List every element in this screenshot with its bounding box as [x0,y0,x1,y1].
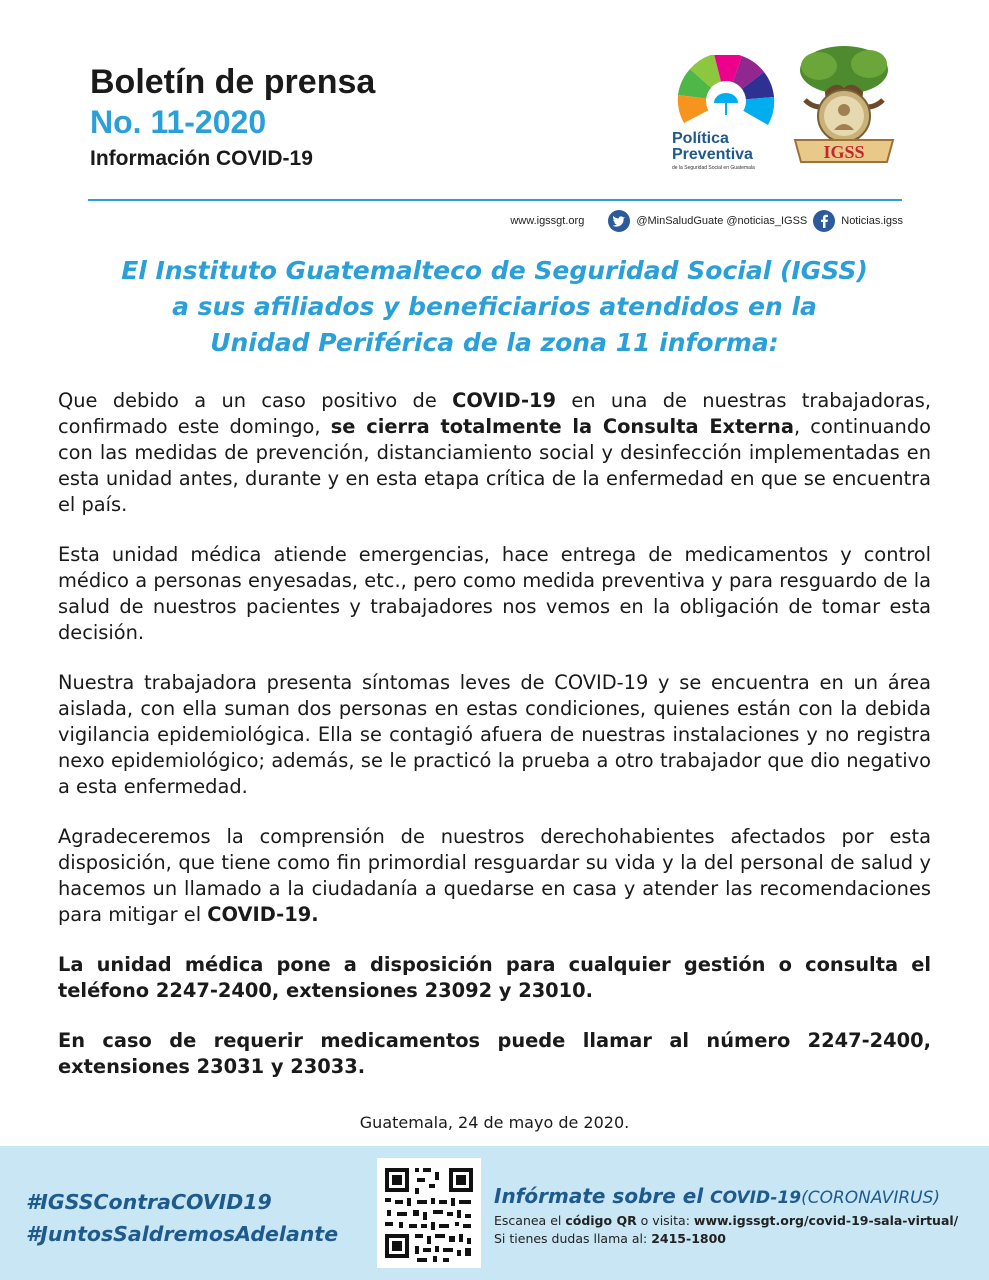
hashtags [26,1186,338,1250]
hashtag-igss: #IGSSContraCOVID19 [26,1190,272,1214]
scan-instructions: Escanea el código QR o visita: www.igssgt.org/covid-19-sala-virtual/ [494,1213,959,1228]
paragraph-6: En caso de requerir medicamentos puede llamar al número 2247-2400, extensiones 23031 y 23033. [58,1029,931,1078]
preventiva-text: Preventiva [672,146,753,163]
press-body [58,388,931,1104]
paragraph-3: Nuestra trabajadora presenta síntomas leves de COVID-19 y se encuentra en un área aislada, con ella suman dos personas en estas condiciones, quienes están con la debida vigilancia epidemiológica. Ella se contagió afuera de nuestras instalaciones y no registra nexo epidemiológico; además, se le practicó la prueba a otro trabajador que dio negativo a esta enfermedad. [58,671,931,798]
bulletin-header [90,62,375,176]
igss-logo-text: IGSS [823,142,865,162]
bulletin-date: Guatemala, 24 de mayo de 2020. [359,1113,630,1132]
covid-url-link[interactable]: www.igssgt.org/covid-19-sala-virtual/ [693,1213,959,1228]
headline-line-3: Unidad Periférica de la zona 11 informa: [210,328,779,357]
paragraph-2: Esta unidad médica atiende emergencias, hace entrega de medicamentos y control médico a personas enyesadas, etc., pero como medida preventiva y para resguardo de la salud de nuestros pacientes y trabajadores nos vemos en la obligación de tomar esta decisión. [58,543,931,644]
help-phone[interactable]: 2415-1800 [651,1231,726,1246]
qr-code-icon[interactable] [377,1158,481,1268]
facebook-icon [813,210,835,232]
social-links [510,208,903,234]
covid-info [494,1182,974,1248]
hashtag-juntos: #JuntosSaldremosAdelante [26,1222,339,1246]
paragraph-1: Que debido a un caso positivo de COVID-19 en una de nuestras trabajadoras, confirmado este domingo, se cierra totalmente la Consulta Externa, continuando con las medidas de prevención, distanciamiento social y desinfección implementadas en esta unidad antes, durante y en esta etapa crítica de la enfermedad en que se encuentra el país. [58,389,932,516]
politica-preventiva-logo [668,55,780,173]
facebook-handle[interactable]: Noticias.igss [841,215,903,227]
website-link[interactable]: www.igssgt.org [510,215,585,227]
header-divider [88,199,902,201]
bulletin-subtitle: Información COVID-19 [90,147,313,170]
press-headline [50,253,939,361]
igss-logo [785,40,903,172]
twitter-icon [608,210,630,232]
politica-text: Política [672,130,729,147]
help-line: Si tienes dudas llama al: 2415-1800 [494,1231,726,1246]
paragraph-5: La unidad médica pone a disposición para cualquier gestión o consulta el teléfono 2247-2400, extensiones 23092 y 23010. [58,953,931,1002]
bulletin-title: Boletín de prensa [90,63,376,101]
politica-caption: de la Seguridad Social en Guatemala [672,165,755,171]
headline-line-1: El Instituto Guatemalteco de Seguridad Social (IGSS) [121,256,868,285]
paragraph-4: Agradeceremos la comprensión de nuestros derechohabientes afectados por esta disposición, que tiene como fin primordial resguardar su vida y la del personal de salud y hacemos un llamado a la ciudadanía a quedarse en casa y atender las recomendaciones para mitigar el COVID-19. [58,825,931,926]
headline-line-2: a sus afiliados y beneficiarios atendidos en la [172,292,817,321]
footer-banner [0,1146,989,1280]
twitter-handles[interactable]: @MinSaludGuate @noticias_IGSS [636,215,808,227]
covid-info-title: Infórmate sobre el COVID-19(CORONAVIRUS) [494,1184,941,1208]
bulletin-number: No. 11-2020 [90,104,267,140]
